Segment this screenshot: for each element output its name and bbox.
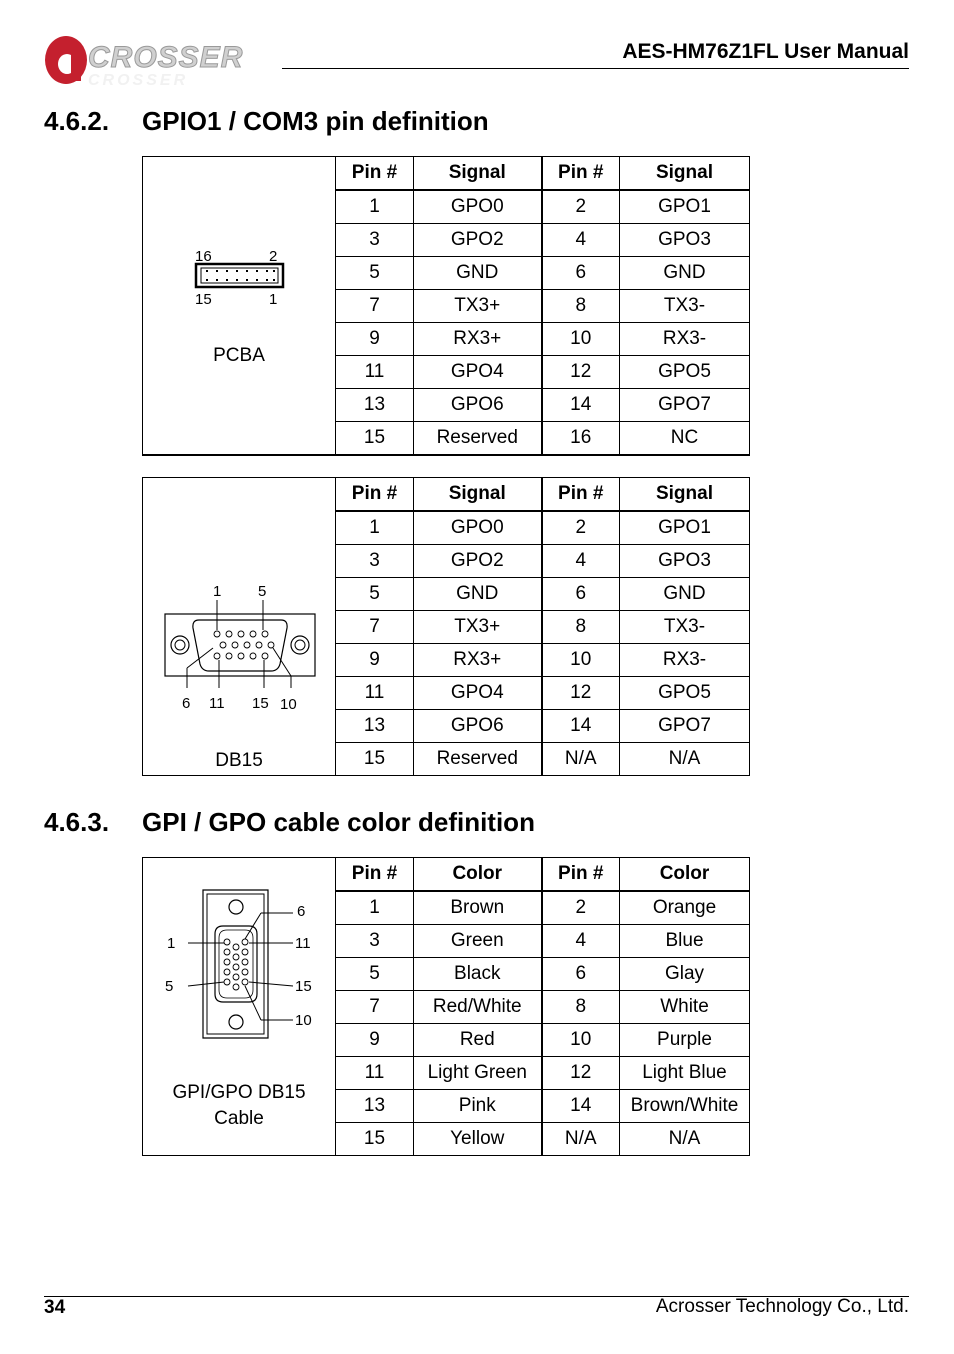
table-cell: N/A [620,743,750,776]
table-cell: 15 [336,1123,414,1156]
svg-text:CROSSER: CROSSER [88,41,244,74]
cable-caption [143,1080,335,1132]
table-cell: 13 [336,1090,414,1123]
table-cell: Orange [620,891,750,925]
table-cell: 11 [336,1057,414,1090]
table-cell: 11 [336,677,414,710]
pin-label: 16 [195,248,212,265]
pcba-figure-cell [143,157,336,456]
header-rule [282,68,909,69]
pcba-caption: PCBA [213,345,265,366]
column-header: Signal [620,157,750,191]
table-cell: TX3- [620,611,750,644]
table-cell: GPO7 [620,710,750,743]
table-cell: 5 [336,958,414,991]
pin-label: 11 [209,695,225,712]
table-cell: 4 [542,925,620,958]
table-cell: 3 [336,545,414,578]
table-cell: GPO5 [620,677,750,710]
pin-label: 10 [295,1012,312,1029]
table-cell: 4 [542,545,620,578]
table-cell: 5 [336,578,414,611]
column-header: Pin # [542,858,620,892]
cable-caption-line-2: Cable [214,1108,264,1129]
pcba-header-connector-diagram [143,157,336,455]
table-cell: GPO3 [620,545,750,578]
table-cell: 7 [336,991,414,1024]
table-cell: 3 [336,224,414,257]
table-cell: 1 [336,891,414,925]
pin-label: 6 [297,903,306,920]
table-cell: Blue [620,925,750,958]
table-cell: GPO5 [620,356,750,389]
column-header: Signal [620,478,750,512]
db15-pin-table [142,477,750,776]
table-cell: GPO6 [414,710,542,743]
section-title-text: GPIO1 / COM3 pin definition [142,106,489,136]
pin-label: 6 [182,695,191,712]
table-cell: GND [620,578,750,611]
table-cell: 10 [542,644,620,677]
table-cell: Red [414,1024,542,1057]
pin-label: 15 [252,695,269,712]
table-cell: 14 [542,710,620,743]
table-cell: 6 [542,578,620,611]
table-cell: 14 [542,1090,620,1123]
table-cell: RX3- [620,644,750,677]
cable-caption-line-1: GPI/GPO DB15 [172,1082,306,1103]
column-header: Pin # [336,157,414,191]
table-cell: 13 [336,389,414,422]
acrosser-logo [44,30,276,90]
table-cell: 3 [336,925,414,958]
table-cell: GPO7 [620,389,750,422]
cable-figure-cell [143,858,336,1156]
table-cell: 14 [542,389,620,422]
table-cell: Brown [414,891,542,925]
section-heading-cable-color [44,807,535,838]
pin-label: 11 [295,935,311,952]
table-cell: GPO6 [414,389,542,422]
table-cell: 6 [542,257,620,290]
table-cell: 2 [542,511,620,545]
table-cell: 11 [336,356,414,389]
pin-label: 5 [165,978,174,995]
table-cell: 4 [542,224,620,257]
table-cell: 16 [542,422,620,456]
company-name: Acrosser Technology Co., Ltd. [655,1296,909,1317]
column-header: Signal [414,478,542,512]
table-cell: Yellow [414,1123,542,1156]
table-cell: Reserved [414,422,542,456]
svg-text:CROSSER: CROSSER [88,72,189,89]
table-cell: Glay [620,958,750,991]
table-cell: 12 [542,677,620,710]
table-cell: Green [414,925,542,958]
section-number: 4.6.2. [44,106,110,136]
table-cell: 10 [542,323,620,356]
column-header: Color [620,858,750,892]
column-header: Pin # [542,478,620,512]
table-cell: 8 [542,991,620,1024]
db15-figure-cell [143,478,336,776]
table-cell: 10 [542,1024,620,1057]
table-cell: 5 [336,257,414,290]
table-cell: N/A [542,743,620,776]
pin-label: 10 [280,696,297,713]
table-cell: 15 [336,743,414,776]
section-title-text: GPI / GPO cable color definition [142,807,535,837]
table-cell: NC [620,422,750,456]
table-cell: N/A [542,1123,620,1156]
table-cell: Pink [414,1090,542,1123]
table-cell: RX3+ [414,644,542,677]
page-number: 34 [44,1297,66,1318]
db15-caption: DB15 [215,750,263,771]
table-cell: GND [414,578,542,611]
table-cell: TX3- [620,290,750,323]
table-cell: GND [414,257,542,290]
table-cell: 8 [542,611,620,644]
table-cell: GPO1 [620,511,750,545]
table-cell: RX3+ [414,323,542,356]
table-cell: 2 [542,190,620,224]
pin-label: 1 [269,291,278,308]
pin-label: 5 [258,583,267,600]
table-cell: GPO2 [414,224,542,257]
table-cell: GPO0 [414,511,542,545]
table-cell: Red/White [414,991,542,1024]
pin-label: 1 [167,935,176,952]
table-cell: White [620,991,750,1024]
table-cell: 12 [542,1057,620,1090]
column-header: Pin # [542,157,620,191]
table-cell: GPO0 [414,190,542,224]
table-cell: TX3+ [414,290,542,323]
table-cell: 12 [542,356,620,389]
db15-connector-diagram [143,478,336,776]
column-header: Color [414,858,542,892]
column-header: Pin # [336,478,414,512]
table-cell: Light Blue [620,1057,750,1090]
table-cell: Purple [620,1024,750,1057]
table-cell: GPO2 [414,545,542,578]
table-cell: 9 [336,323,414,356]
table-cell: Brown/White [620,1090,750,1123]
table-cell: 9 [336,1024,414,1057]
table-cell: GPO1 [620,190,750,224]
table-cell: 9 [336,644,414,677]
column-header: Pin # [336,858,414,892]
pin-label: 15 [195,291,212,308]
table-cell: GND [620,257,750,290]
table-cell: TX3+ [414,611,542,644]
table-cell: N/A [620,1123,750,1156]
table-cell: 7 [336,611,414,644]
cable-color-table [142,857,750,1156]
table-cell: GPO3 [620,224,750,257]
pin-label: 2 [269,248,278,265]
table-cell: Light Green [414,1057,542,1090]
table-cell: 8 [542,290,620,323]
table-cell: RX3- [620,323,750,356]
table-cell: Reserved [414,743,542,776]
pin-label: 15 [295,978,312,995]
table-cell: GPO4 [414,356,542,389]
table-cell: GPO4 [414,677,542,710]
table-cell: 6 [542,958,620,991]
table-cell: 13 [336,710,414,743]
table-cell: 2 [542,891,620,925]
section-heading-gpio1-com3 [44,106,489,137]
section-number: 4.6.3. [44,807,110,837]
table-cell: 7 [336,290,414,323]
table-cell: 1 [336,511,414,545]
table-cell: 1 [336,190,414,224]
pin-label: 1 [213,583,222,600]
column-header: Signal [414,157,542,191]
table-cell: Black [414,958,542,991]
pcba-pin-table [142,156,750,456]
table-cell: 15 [336,422,414,456]
document-title: AES-HM76Z1FL User Manual [622,40,909,63]
